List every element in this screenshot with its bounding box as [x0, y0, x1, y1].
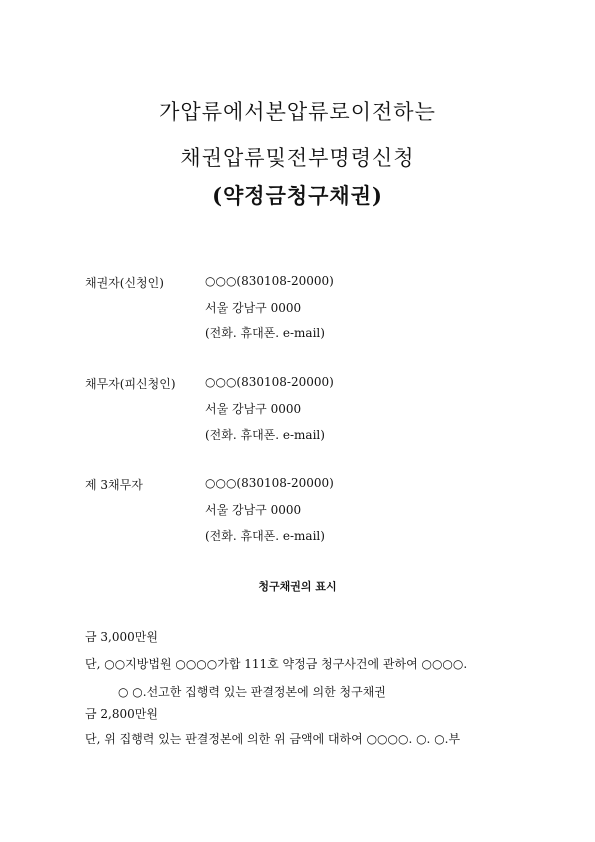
third-debtor-address: 서울 강남구 0000 [205, 503, 302, 517]
debtor-address: 서울 강남구 0000 [205, 402, 302, 416]
creditor-name: ○○○(830108-20000) [205, 274, 334, 288]
claim-amount-1: 금 3,000만원 [85, 630, 158, 644]
debtor-contact: (전화. 휴대폰. e-mail) [205, 428, 325, 442]
title-line-3: (약정금청구채권) [212, 183, 383, 208]
third-debtor-contact: (전화. 휴대폰. e-mail) [205, 529, 325, 543]
title-line-1: 가압류에서본압류로이전하는 [159, 100, 436, 124]
creditor-address: 서울 강남구 0000 [205, 301, 302, 315]
title-line-2: 채권압류및전부명령신청 [180, 146, 415, 170]
debtor-name: ○○○(830108-20000) [205, 375, 334, 389]
claim-amount-2: 금 2,800만원 [85, 707, 158, 721]
debtor-label: 채무자(피신청인) [85, 377, 176, 391]
claim-desc-2: 단, 위 집행력 있는 판결정본에 의한 위 금액에 대하여 ○○○○. ○. ○.부 [85, 732, 461, 746]
claim-desc-1b: ○ ○.선고한 집행력 있는 판결정본에 의한 청구채권 [118, 685, 386, 699]
creditor-label: 채권자(신청인) [85, 276, 164, 290]
section-title: 청구채권의 표시 [258, 580, 337, 593]
claim-desc-1a: 단, ○○지방법원 ○○○○가합 111호 약정금 청구사건에 관하여 ○○○○. [85, 657, 468, 671]
creditor-contact: (전화. 휴대폰. e-mail) [205, 326, 325, 340]
third-debtor-name: ○○○(830108-20000) [205, 476, 334, 490]
third-debtor-label: 제 3채무자 [85, 478, 143, 492]
